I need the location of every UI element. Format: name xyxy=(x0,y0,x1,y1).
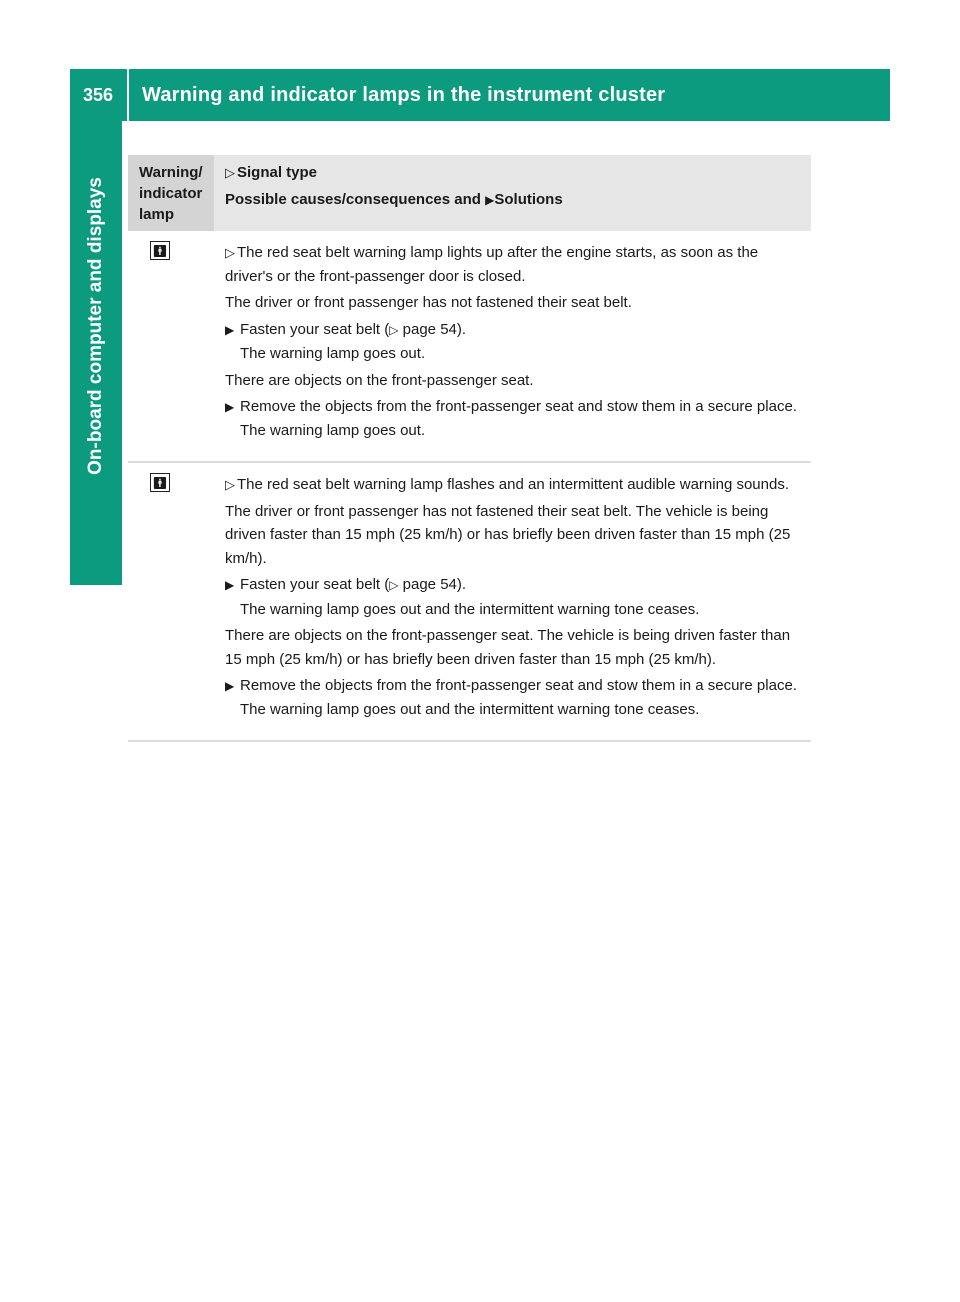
table-row xyxy=(128,231,811,463)
column-header-lamp: Warning/ indicator lamp xyxy=(128,155,214,231)
page-ref-icon: ▷ xyxy=(389,578,399,592)
step-text-end: ). xyxy=(456,320,467,338)
header-causes: Possible causes/consequences and xyxy=(225,191,481,208)
table-row xyxy=(128,463,811,742)
solution-step xyxy=(225,573,801,621)
action-arrow-icon: ▶ xyxy=(485,193,495,207)
step-text: Fasten your seat belt ( xyxy=(240,576,390,593)
column-header-main xyxy=(214,155,811,231)
action-arrow-icon: ▶ xyxy=(225,322,235,337)
action-arrow-icon: ▶ xyxy=(225,400,235,414)
header-solutions: Solutions xyxy=(494,191,563,208)
description-cell xyxy=(214,463,811,740)
step-text: Remove the objects from the front-passenger seat and stow them in a secure place. xyxy=(240,398,797,415)
signal-text: The red seat belt warning lamp flashes and an intermittent audible warning sounds. xyxy=(237,476,789,493)
page-reference-link[interactable]: page 54 xyxy=(402,576,457,593)
warning-lamp-table xyxy=(128,155,811,742)
action-arrow-icon: ▶ xyxy=(225,578,235,592)
step-result: The warning lamp goes out and the intermittent warning tone ceases. xyxy=(240,700,700,718)
cause-paragraph: There are objects on the front-passenger seat. xyxy=(225,371,534,389)
cause-paragraph: The driver or front passenger has not fastened their seat belt. xyxy=(225,294,632,311)
page-number: 356 xyxy=(82,84,114,105)
step-result: The warning lamp goes out and the intermittent warning tone ceases. xyxy=(240,600,700,618)
lamp-cell xyxy=(128,463,214,740)
step-text: Remove the objects from the front-passenger seat and stow them in a secure place. xyxy=(240,677,797,694)
step-result: The warning lamp goes out. xyxy=(240,421,426,439)
page-ref-icon: ▷ xyxy=(389,322,399,337)
cause-paragraph: The driver or front passenger has not fastened their seat belt. The vehicle is being driven faster than 15 mph (25 km/h) or has briefly been driven faster than 15 mph (25 km/h). xyxy=(225,502,791,567)
solution-step xyxy=(225,318,801,366)
solution-step xyxy=(225,674,801,721)
side-tab-label: On-board computer and displays xyxy=(85,177,106,475)
header-signal-type: Signal type xyxy=(237,164,318,181)
signal-paragraph xyxy=(225,241,801,288)
signal-icon: ▷ xyxy=(225,245,235,260)
cause-paragraph: There are objects on the front-passenger seat. The vehicle is being driven faster than 15 mph (25 km/h) or has briefly been driven faster than 15 mph (25 km/h). xyxy=(225,627,791,668)
page-title: Warning and indicator lamps in the instrument cluster xyxy=(142,84,666,106)
signal-icon: ▷ xyxy=(225,165,235,180)
signal-text: The red seat belt warning lamp lights up after the engine starts, as soon as the driver's or the front-passenger door is closed. xyxy=(225,244,759,285)
seat-belt-icon: 🚹︎ xyxy=(150,241,170,260)
lamp-cell xyxy=(128,231,214,461)
seat-belt-icon: 🚹︎ xyxy=(150,473,170,492)
signal-icon: ▷ xyxy=(225,477,235,492)
signal-paragraph xyxy=(225,473,801,497)
step-text: Fasten your seat belt ( xyxy=(240,320,390,338)
step-text-end: ). xyxy=(456,576,467,593)
description-cell xyxy=(214,231,811,461)
header-divider xyxy=(127,69,129,121)
table-header xyxy=(128,155,811,231)
step-result: The warning lamp goes out. xyxy=(240,345,426,362)
side-tab-label-wrap xyxy=(70,121,122,531)
action-arrow-icon: ▶ xyxy=(225,679,235,693)
page-reference-link[interactable]: page 54 xyxy=(402,320,457,338)
page-header xyxy=(70,69,890,121)
solution-step xyxy=(225,395,801,442)
